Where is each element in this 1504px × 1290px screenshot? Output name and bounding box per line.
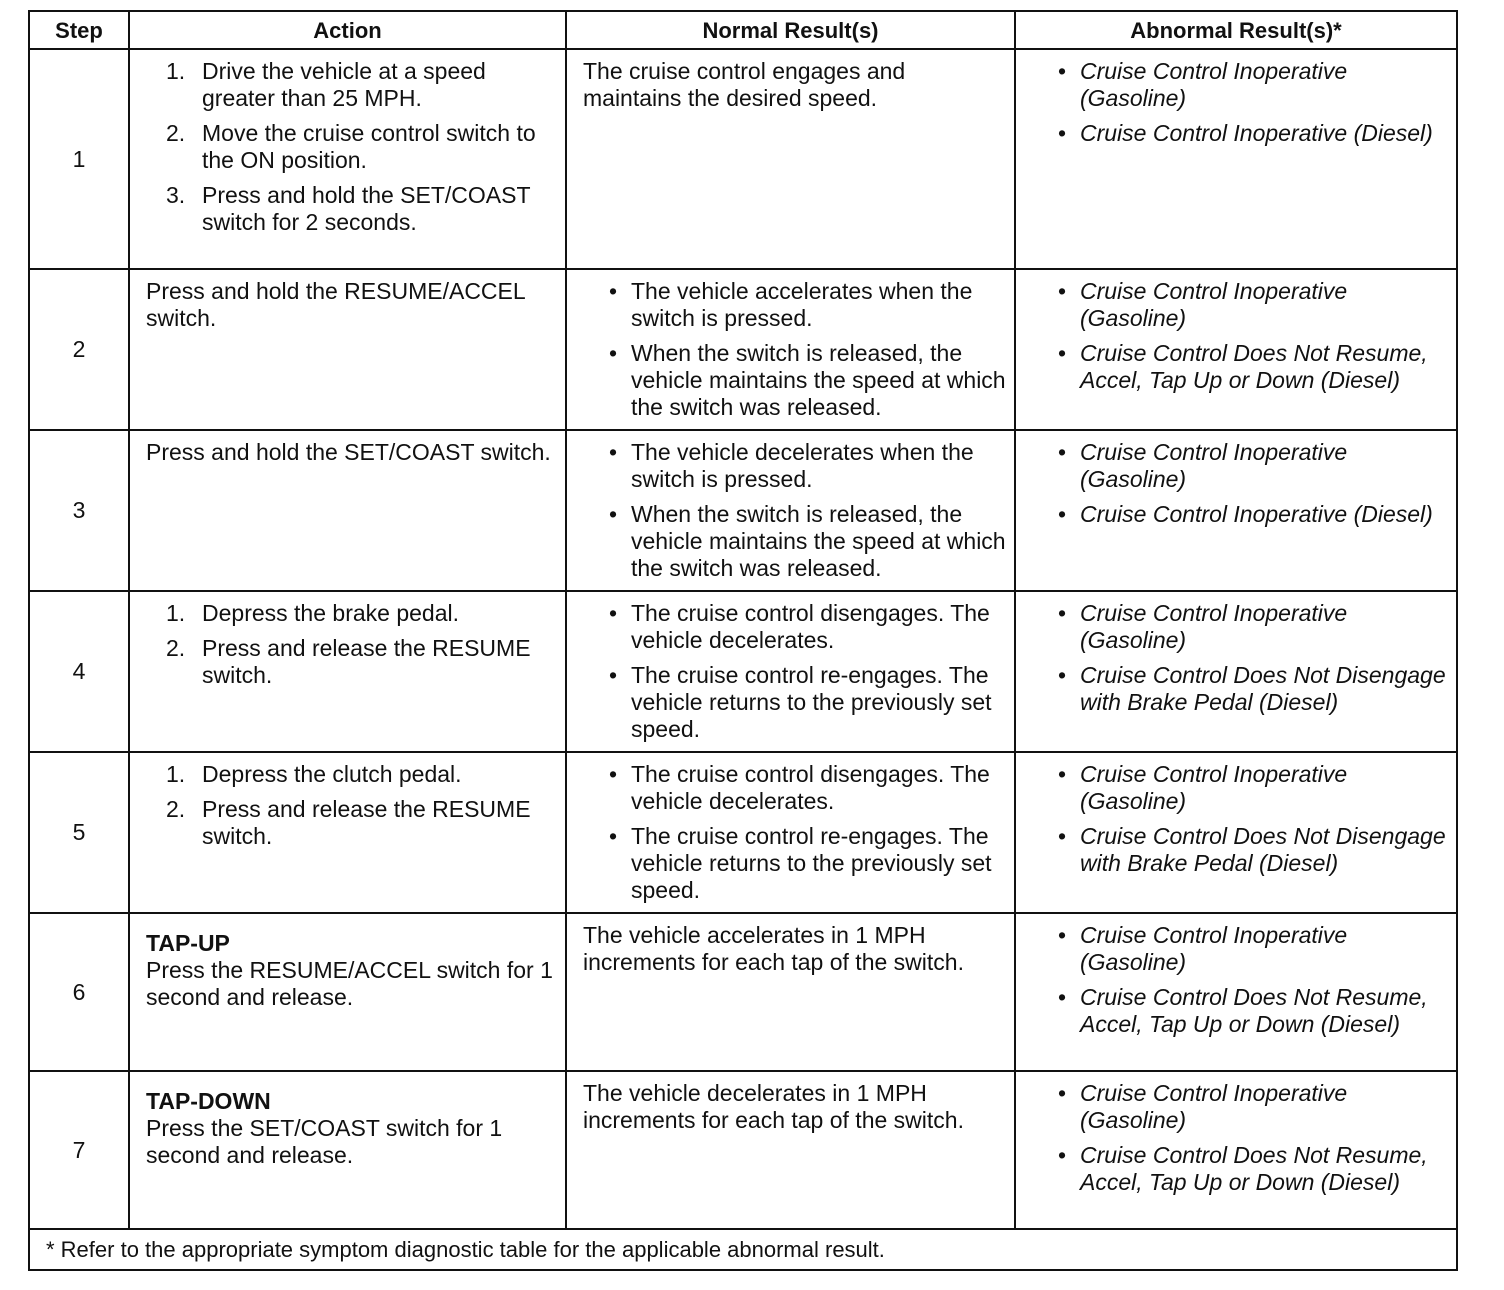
header-normal-results: Normal Result(s) [566, 11, 1015, 49]
step-number: 5 [29, 752, 129, 913]
header-action: Action [129, 11, 566, 49]
abnormal-result-item [1056, 340, 1452, 394]
bullet-icon: • [1058, 1080, 1067, 1106]
action-cell [129, 269, 566, 430]
action-cell [129, 913, 566, 1071]
diagnostic-table [28, 10, 1458, 1271]
action-text: Press the RESUME/ACCEL switch for 1 second and release. [146, 957, 553, 1010]
action-block [130, 914, 565, 1011]
abnormal-result-item [1056, 58, 1452, 112]
normal-result-item [607, 662, 1010, 743]
action-step-number: 1. [166, 58, 186, 84]
action-heading: TAP-UP [146, 930, 230, 956]
step-number: 2 [29, 269, 129, 430]
normal-result-item [607, 340, 1010, 421]
action-block [130, 270, 565, 332]
bullet-icon: • [1058, 984, 1067, 1010]
bullet-icon: • [609, 662, 618, 688]
normal-results-list [567, 592, 1014, 743]
action-block [130, 1072, 565, 1169]
abnormal-result-item [1056, 922, 1452, 976]
abnormal-results-list [1016, 270, 1456, 394]
header-row [29, 11, 1457, 49]
table-row [29, 430, 1457, 591]
abnormal-result-text: Cruise Control Does Not Resume, Accel, Tap Up or Down (Diesel) [1080, 984, 1428, 1037]
normal-result-text: The vehicle decelerates in 1 MPH increments for each tap of the switch. [583, 1080, 964, 1133]
abnormal-result-text: Cruise Control Inoperative (Gasoline) [1080, 278, 1348, 331]
action-steps-list [130, 50, 565, 236]
normal-result-item [607, 278, 1010, 332]
action-step-text: Depress the clutch pedal. [202, 761, 462, 787]
action-step [166, 182, 555, 236]
normal-result-cell [566, 591, 1015, 752]
abnormal-result-item [1056, 120, 1452, 147]
footnote-row [29, 1229, 1457, 1270]
normal-result-cell [566, 430, 1015, 591]
bullet-icon: • [1058, 340, 1067, 366]
action-step-text: Press and release the RESUME switch. [202, 796, 531, 849]
abnormal-result-item [1056, 501, 1452, 528]
abnormal-result-text: Cruise Control Does Not Disengage with Brake Pedal (Diesel) [1080, 662, 1446, 715]
normal-result-text: The cruise control re-engages. The vehicle returns to the previously set speed. [631, 662, 992, 742]
step-number: 6 [29, 913, 129, 1071]
step-number: 4 [29, 591, 129, 752]
normal-result-text: The vehicle accelerates when the switch is pressed. [631, 278, 973, 331]
bullet-icon: • [609, 340, 618, 366]
abnormal-result-text: Cruise Control Does Not Resume, Accel, Tap Up or Down (Diesel) [1080, 1142, 1428, 1195]
abnormal-result-item [1056, 439, 1452, 493]
action-step-number: 1. [166, 761, 186, 787]
abnormal-result-text: Cruise Control Inoperative (Gasoline) [1080, 600, 1348, 653]
normal-result-text: The vehicle decelerates when the switch is pressed. [631, 439, 974, 492]
step-number: 1 [29, 49, 129, 269]
action-step [166, 761, 555, 788]
abnormal-result-item [1056, 761, 1452, 815]
bullet-icon: • [1058, 662, 1067, 688]
normal-result-text: The cruise control re-engages. The vehicle returns to the previously set speed. [631, 823, 992, 903]
normal-result-cell [566, 269, 1015, 430]
table-row [29, 1071, 1457, 1229]
step-number: 7 [29, 1071, 129, 1229]
normal-result-item [607, 439, 1010, 493]
bullet-icon: • [1058, 600, 1067, 626]
abnormal-results-list [1016, 753, 1456, 877]
footnote: * Refer to the appropriate symptom diagnostic table for the applicable abnormal result. [29, 1229, 1457, 1270]
abnormal-result-cell [1015, 430, 1457, 591]
action-step-number: 1. [166, 600, 186, 626]
bullet-icon: • [609, 501, 618, 527]
table-row [29, 752, 1457, 913]
abnormal-results-list [1016, 1072, 1456, 1196]
abnormal-result-cell [1015, 913, 1457, 1071]
header-abnormal-results: Abnormal Result(s)* [1015, 11, 1457, 49]
action-text: Press the SET/COAST switch for 1 second and release. [146, 1115, 503, 1168]
normal-result-text: The cruise control disengages. The vehicle decelerates. [631, 761, 990, 814]
abnormal-result-item [1056, 823, 1452, 877]
abnormal-result-text: Cruise Control Inoperative (Gasoline) [1080, 58, 1348, 111]
abnormal-results-list [1016, 431, 1456, 528]
action-cell [129, 49, 566, 269]
normal-result-item [607, 823, 1010, 904]
action-cell [129, 752, 566, 913]
abnormal-result-text: Cruise Control Inoperative (Diesel) [1080, 501, 1433, 527]
normal-result-text: When the switch is released, the vehicle maintains the speed at which the switch was released. [631, 501, 1006, 581]
normal-results-list [567, 270, 1014, 421]
action-step [166, 600, 555, 627]
normal-result-item [607, 501, 1010, 582]
normal-result-text: When the switch is released, the vehicle maintains the speed at which the switch was released. [631, 340, 1006, 420]
action-step-text: Press and release the RESUME switch. [202, 635, 531, 688]
bullet-icon: • [609, 823, 618, 849]
normal-result-item [607, 600, 1010, 654]
action-step-number: 2. [166, 120, 186, 146]
abnormal-result-item [1056, 662, 1452, 716]
action-steps-list [130, 592, 565, 689]
normal-result-text: The cruise control engages and maintains the desired speed. [583, 58, 906, 111]
bullet-icon: • [609, 439, 618, 465]
table-row [29, 913, 1457, 1071]
action-text: Press and hold the SET/COAST switch. [146, 439, 551, 465]
bullet-icon: • [1058, 1142, 1067, 1168]
abnormal-result-text: Cruise Control Inoperative (Gasoline) [1080, 922, 1348, 975]
action-step-text: Move the cruise control switch to the ON position. [202, 120, 536, 173]
abnormal-result-cell [1015, 49, 1457, 269]
action-block [130, 431, 565, 466]
abnormal-result-item [1056, 984, 1452, 1038]
abnormal-result-cell [1015, 591, 1457, 752]
action-step [166, 58, 555, 112]
action-step [166, 796, 555, 850]
step-number: 3 [29, 430, 129, 591]
abnormal-result-item [1056, 600, 1452, 654]
bullet-icon: • [1058, 58, 1067, 84]
action-heading: TAP-DOWN [146, 1088, 271, 1114]
normal-result-text: The cruise control disengages. The vehicle decelerates. [631, 600, 990, 653]
action-cell [129, 1071, 566, 1229]
action-step-text: Depress the brake pedal. [202, 600, 459, 626]
action-step-number: 2. [166, 635, 186, 661]
bullet-icon: • [1058, 922, 1067, 948]
table-body [29, 49, 1457, 1229]
bullet-icon: • [1058, 439, 1067, 465]
abnormal-result-cell [1015, 269, 1457, 430]
action-step-text: Press and hold the SET/COAST switch for 2 seconds. [202, 182, 531, 235]
abnormal-result-item [1056, 1080, 1452, 1134]
normal-result-cell [566, 752, 1015, 913]
action-step [166, 120, 555, 174]
action-cell [129, 591, 566, 752]
bullet-icon: • [1058, 501, 1067, 527]
bullet-icon: • [609, 761, 618, 787]
normal-result-text: The vehicle accelerates in 1 MPH increments for each tap of the switch. [583, 922, 964, 975]
action-step-number: 2. [166, 796, 186, 822]
table-row [29, 49, 1457, 269]
abnormal-result-text: Cruise Control Inoperative (Gasoline) [1080, 1080, 1348, 1133]
abnormal-result-text: Cruise Control Does Not Resume, Accel, Tap Up or Down (Diesel) [1080, 340, 1428, 393]
action-text: Press and hold the RESUME/ACCEL switch. [146, 278, 525, 331]
document-page [28, 10, 1456, 1271]
normal-result-cell [566, 49, 1015, 269]
bullet-icon: • [1058, 120, 1067, 146]
bullet-icon: • [1058, 278, 1067, 304]
abnormal-result-text: Cruise Control Inoperative (Diesel) [1080, 120, 1433, 146]
normal-result-item [607, 761, 1010, 815]
normal-result-cell [566, 913, 1015, 1071]
action-step-text: Drive the vehicle at a speed greater than 25 MPH. [202, 58, 486, 111]
normal-results-list [567, 753, 1014, 904]
abnormal-result-cell [1015, 752, 1457, 913]
normal-result-cell [566, 1071, 1015, 1229]
bullet-icon: • [609, 278, 618, 304]
action-step-number: 3. [166, 182, 186, 208]
abnormal-results-list [1016, 592, 1456, 716]
bullet-icon: • [609, 600, 618, 626]
bullet-icon: • [1058, 761, 1067, 787]
abnormal-result-text: Cruise Control Does Not Disengage with Brake Pedal (Diesel) [1080, 823, 1446, 876]
action-steps-list [130, 753, 565, 850]
abnormal-result-text: Cruise Control Inoperative (Gasoline) [1080, 439, 1348, 492]
abnormal-results-list [1016, 50, 1456, 147]
abnormal-result-item [1056, 1142, 1452, 1196]
normal-results-list [567, 431, 1014, 582]
action-step [166, 635, 555, 689]
table-row [29, 591, 1457, 752]
abnormal-results-list [1016, 914, 1456, 1038]
table-row [29, 269, 1457, 430]
header-step: Step [29, 11, 129, 49]
action-cell [129, 430, 566, 591]
abnormal-result-cell [1015, 1071, 1457, 1229]
abnormal-result-text: Cruise Control Inoperative (Gasoline) [1080, 761, 1348, 814]
bullet-icon: • [1058, 823, 1067, 849]
abnormal-result-item [1056, 278, 1452, 332]
